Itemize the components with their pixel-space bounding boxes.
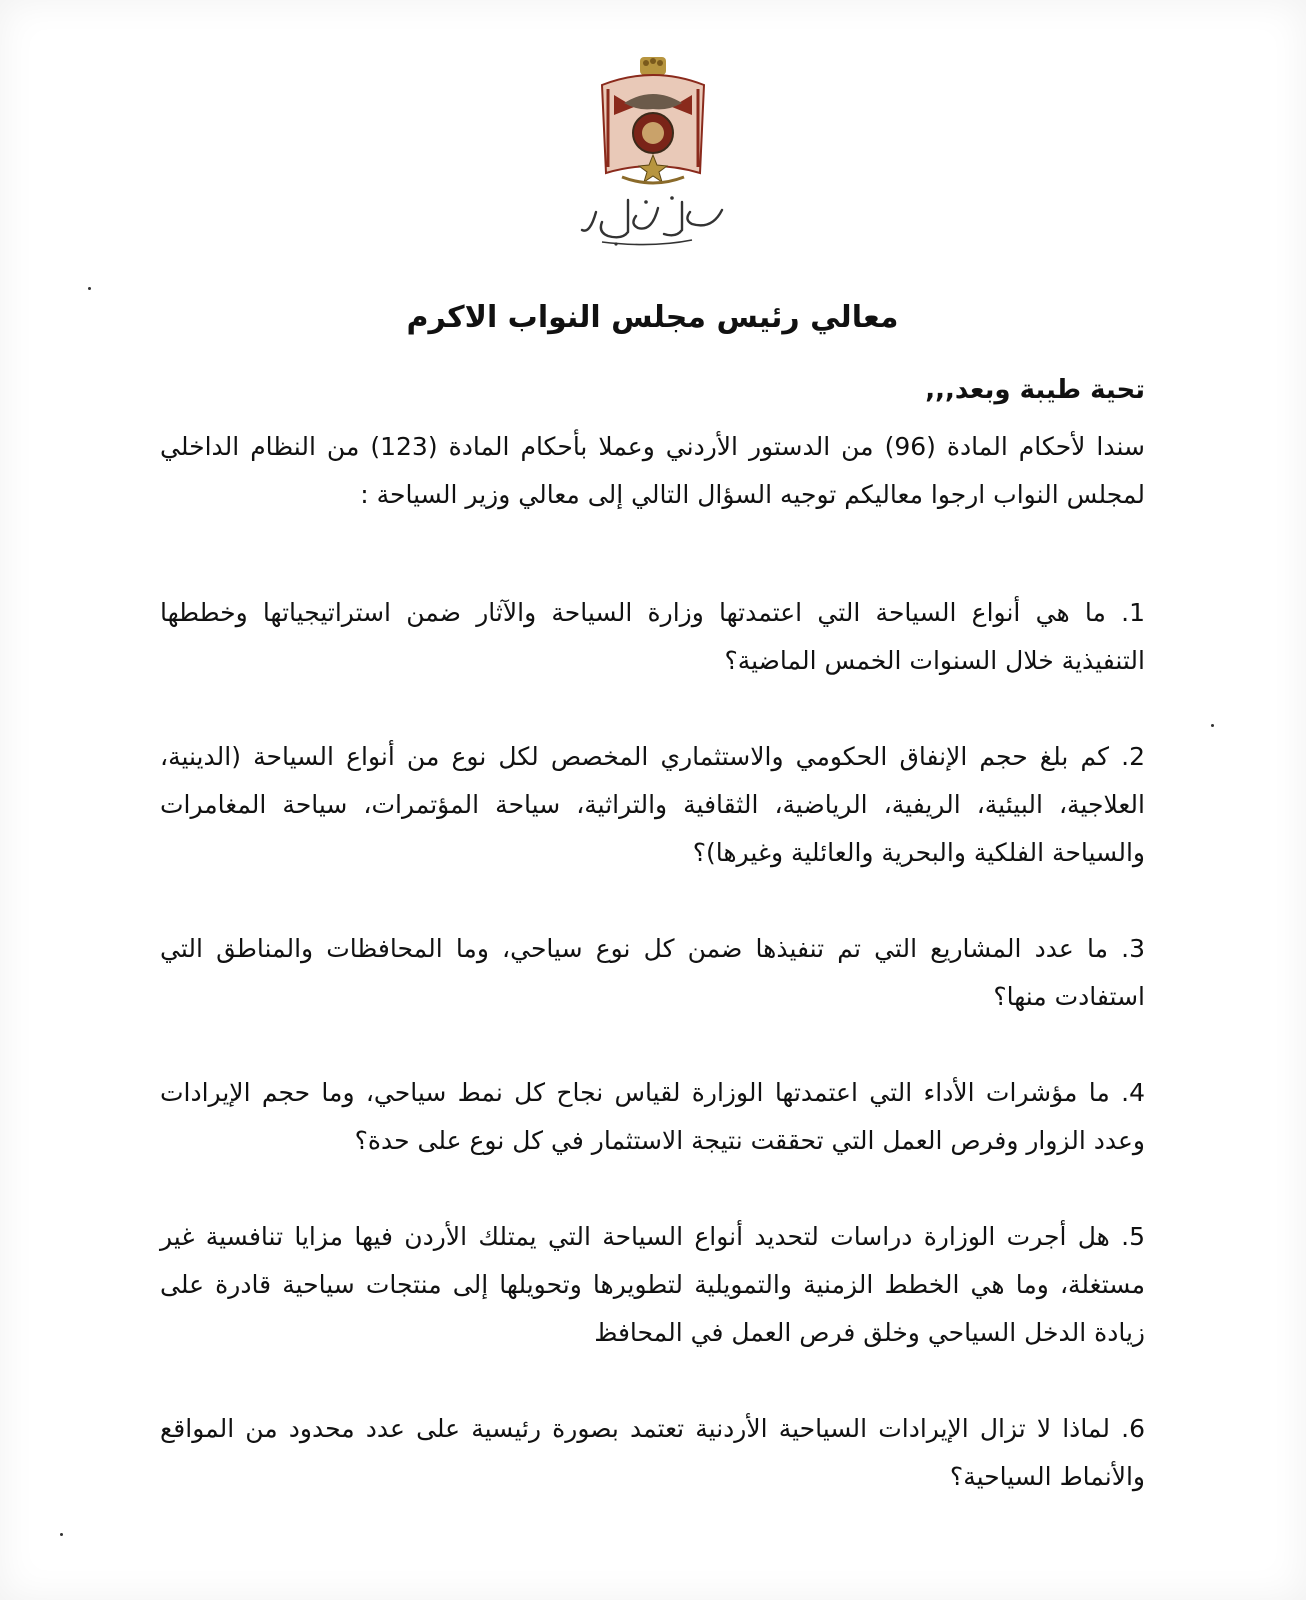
question-item: 2. كم بلغ حجم الإنفاق الحكومي والاستثماري المخصص لكل نوع من أنواع السياحة (الدينية، العلاجية، البيئية، الريفية، الرياضية، الثقافية والتراثية، سياحة المؤتمرات، سياحة المغامرات والسياحة الفلكية والبحرية والعائلية وغيرها)؟ bbox=[160, 742, 1145, 867]
question-number: 1 bbox=[1129, 598, 1145, 627]
question-text: هل أجرت الوزارة دراسات لتحديد أنواع السياحة التي يمتلك الأردن فيها مزايا تنافسية غير مستغلة، وما هي الخطط الزمنية والتمويلية لتطويرها وتحويلها إلى منتجات سياحية قادرة على زيادة الدخل السياحي وخلق فرص العمل في المحافظ bbox=[160, 1222, 1145, 1347]
question-item: 4. ما مؤشرات الأداء التي اعتمدتها الوزارة لقياس نجاح كل نمط سياحي، وما حجم الإيرادات وعدد الزوار وفرص العمل التي تحققت نتيجة الاستثمار في كل نوع على حدة؟ bbox=[160, 1078, 1145, 1155]
question-number: 4 bbox=[1129, 1078, 1145, 1107]
question-text: لماذا لا تزال الإيرادات السياحية الأردنية تعتمد بصورة رئيسية على عدد محدود من المواقع والأنماط السياحية؟ bbox=[160, 1414, 1145, 1491]
coat-of-arms-emblem bbox=[594, 55, 712, 191]
question-item: 6. لماذا لا تزال الإيرادات السياحية الأردنية تعتمد بصورة رئيسية على عدد محدود من المواقع والأنماط السياحية؟ bbox=[160, 1414, 1145, 1491]
question-item: 5. هل أجرت الوزارة دراسات لتحديد أنواع السياحة التي يمتلك الأردن فيها مزايا تنافسية غير مستغلة، وما هي الخطط الزمنية والتمويلية لتطويرها وتحويلها إلى منتجات سياحية قادرة على زيادة الدخل السياحي وخلق فرص العمل في المحافظ bbox=[160, 1222, 1145, 1347]
question-item: 1. ما هي أنواع السياحة التي اعتمدتها وزارة السياحة والآثار ضمن استراتيجياتها وخططها التنفيذية خلال السنوات الخمس الماضية؟ bbox=[160, 598, 1145, 675]
letter-body bbox=[160, 300, 1145, 1549]
question-list bbox=[160, 589, 1145, 1501]
scan-speck bbox=[1211, 724, 1214, 727]
question-number: 3 bbox=[1129, 934, 1145, 963]
question-number: 6 bbox=[1129, 1414, 1145, 1443]
addressee-heading: معالي رئيس مجلس النواب الاكرم bbox=[406, 300, 899, 335]
scan-speck bbox=[88, 287, 91, 290]
intro-paragraph: سندا لأحكام المادة (96) من الدستور الأردني وعملا بأحكام المادة (123) من النظام الداخلي لمجلس النواب ارجوا معاليكم توجيه السؤال التالي إلى معالي وزير السياحة : bbox=[160, 432, 1145, 509]
question-text: ما هي أنواع السياحة التي اعتمدتها وزارة السياحة والآثار ضمن استراتيجياتها وخططها التنفيذية خلال السنوات الخمس الماضية؟ bbox=[160, 598, 1145, 675]
question-item: 3. ما عدد المشاريع التي تم تنفيذها ضمن كل نوع سياحي، وما المحافظات والمناطق التي استفادت منها؟ bbox=[160, 934, 1145, 1011]
greeting-line: تحية طيبة وبعد,,, bbox=[925, 375, 1145, 405]
question-number: 2 bbox=[1129, 742, 1145, 771]
question-text: ما مؤشرات الأداء التي اعتمدتها الوزارة لقياس نجاح كل نمط سياحي، وما حجم الإيرادات وعدد الزوار وفرص العمل التي تحققت نتيجة الاستثمار في كل نوع على حدة؟ bbox=[160, 1078, 1145, 1155]
question-text: ما عدد المشاريع التي تم تنفيذها ضمن كل نوع سياحي، وما المحافظات والمناطق التي استفادت منها؟ bbox=[160, 934, 1145, 1011]
scan-speck bbox=[60, 1533, 63, 1536]
question-text: كم بلغ حجم الإنفاق الحكومي والاستثماري المخصص لكل نوع من أنواع السياحة (الدينية، العلاجية، البيئية، الريفية، الرياضية، الثقافية والتراثية، سياحة المؤتمرات، سياحة المغامرات والسياحة الفلكية والبحرية والعائلية وغيرها)؟ bbox=[160, 742, 1145, 867]
question-number: 5 bbox=[1129, 1222, 1145, 1251]
council-calligraphy-logo bbox=[572, 190, 732, 250]
